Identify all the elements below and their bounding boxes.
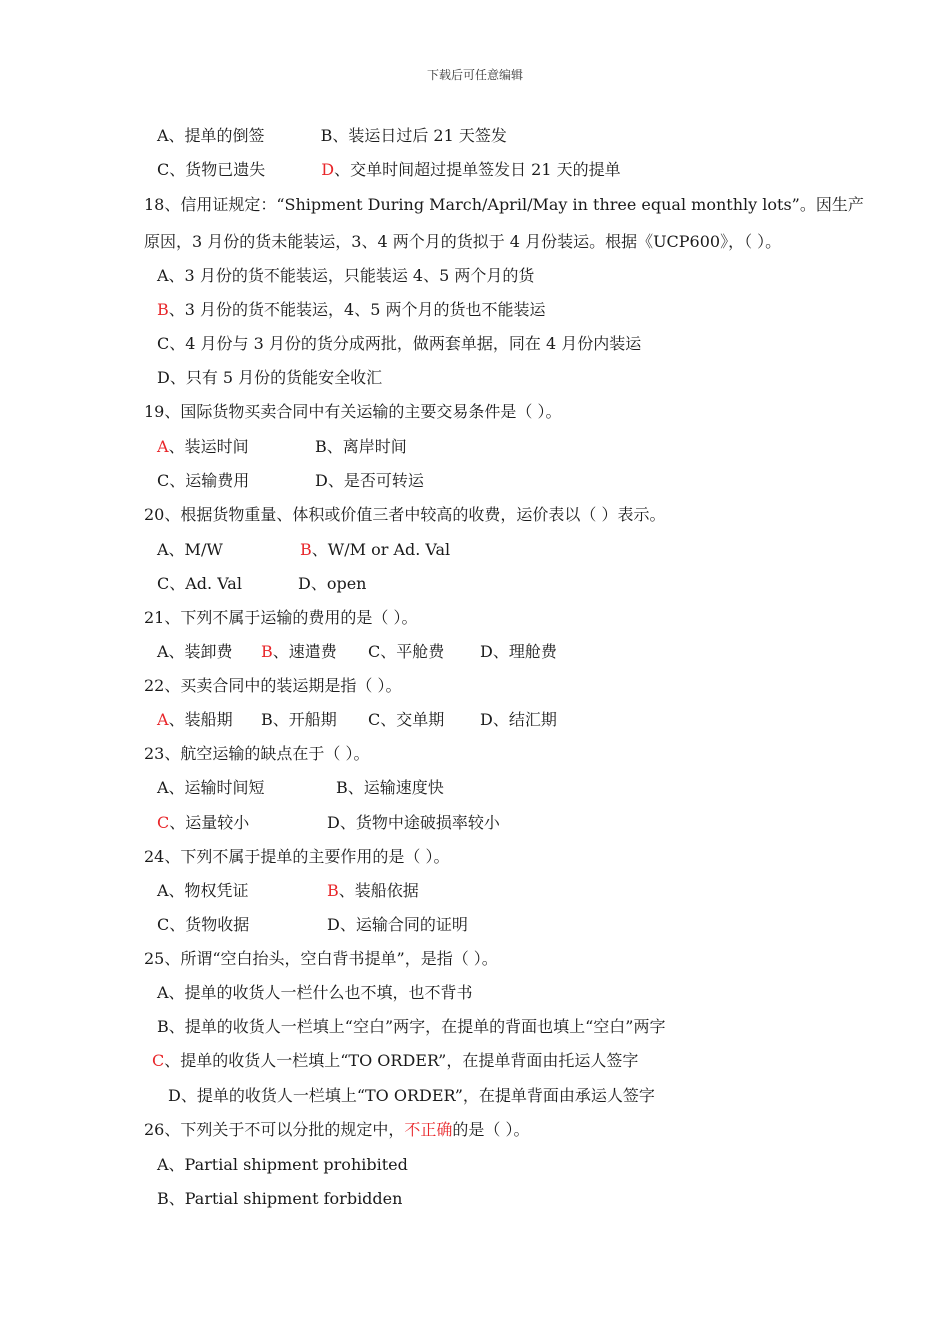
- q23-option-a: A、运输时间短: [157, 778, 265, 797]
- q21-option-b-letter: B: [261, 642, 273, 661]
- q22-option-c: C、交单期: [368, 710, 445, 729]
- q25-stem: 25、所谓“空白抬头，空白背书提单”，是指（ ）。: [144, 949, 498, 968]
- q25-row-c: [152, 1051, 638, 1071]
- q24-option-d: D、运输合同的证明: [327, 915, 468, 934]
- q17-row-cd: [157, 160, 621, 180]
- q18-option-a: A、3 月份的货不能装运，只能装运 4、5 两个月的货: [157, 266, 535, 285]
- q25-option-d: D、提单的收货人一栏填上“TO ORDER”，在提单背面由承运人签字: [168, 1086, 655, 1105]
- q18-stem-line2: 原因，3 月份的货未能装运，3、4 两个月的货拟于 4 月份装运。根据《UCP600》，（ ）。: [144, 232, 782, 251]
- q20-option-b-letter: B: [300, 540, 312, 559]
- q19-option-c: C、运输费用: [157, 471, 250, 490]
- q18-option-b-text: 、3 月份的货不能装运，4、5 两个月的货也不能装运: [168, 300, 546, 319]
- q19-row-ab: [157, 437, 407, 457]
- q17-option-b: B、装运日过后 21 天签发: [320, 126, 507, 145]
- q22-stem: 22、买卖合同中的装运期是指（ ）。: [144, 676, 402, 695]
- q26-stem: [144, 1120, 529, 1140]
- q21-option-c: C、平舱费: [368, 642, 445, 661]
- q22-option-b: B、开船期: [261, 710, 337, 729]
- q17-option-a: A、提单的倒签: [157, 126, 265, 145]
- q23-option-c-text: 、运量较小: [169, 813, 250, 832]
- q26-option-b: B、Partial shipment forbidden: [157, 1189, 403, 1208]
- q26-stem-pre: 26、下列关于不可以分批的规定中，: [144, 1120, 405, 1139]
- q20-row-cd: [157, 574, 367, 594]
- q24-row-cd: [157, 915, 468, 935]
- q21-row: [157, 642, 557, 662]
- q23-option-d: D、货物中途破损率较小: [327, 813, 500, 832]
- q19-option-d: D、是否可转运: [315, 471, 424, 490]
- q26-stem-post: 的是（ ）。: [452, 1120, 530, 1139]
- q23-option-c-letter: C: [157, 813, 170, 832]
- q18-option-d: D、只有 5 月份的货能安全收汇: [157, 368, 383, 387]
- q24-stem: 24、下列不属于提单的主要作用的是（ ）。: [144, 847, 450, 866]
- q22-row: [157, 710, 557, 730]
- q23-option-b: B、运输速度快: [336, 778, 444, 797]
- q18-option-b-letter: B: [157, 300, 169, 319]
- q19-option-a-letter: A: [157, 437, 169, 456]
- q17-option-d-text: 、交单时间超过提单签发日 21 天的提单: [334, 160, 621, 179]
- q21-stem: 21、下列不属于运输的费用的是（ ）。: [144, 608, 418, 627]
- q20-option-c: C、Ad. Val: [157, 574, 242, 593]
- q20-row-ab: [157, 540, 451, 560]
- q24-option-c: C、货物收据: [157, 915, 250, 934]
- q24-option-b-text: 、装船依据: [338, 881, 419, 900]
- q20-option-b-text: 、W/M or Ad. Val: [311, 540, 451, 559]
- q21-option-a: A、装卸费: [157, 642, 233, 661]
- q26-stem-highlight: 不正确: [404, 1120, 453, 1139]
- q22-option-a-letter: A: [157, 710, 169, 729]
- q24-option-a: A、物权凭证: [157, 881, 249, 900]
- q17-row-ab: [157, 126, 507, 146]
- q21-option-b-text: 、速遣费: [272, 642, 337, 661]
- q20-option-a: A、M/W: [157, 540, 223, 559]
- q19-row-cd: [157, 471, 424, 491]
- q22-option-d: D、结汇期: [480, 710, 557, 729]
- q21-option-d: D、理舱费: [480, 642, 557, 661]
- q24-option-b-letter: B: [327, 881, 339, 900]
- q22-option-a-text: 、装船期: [168, 710, 233, 729]
- q25-option-c-text: 、提单的收货人一栏填上“TO ORDER”，在提单背面由托运人签字: [164, 1051, 639, 1070]
- q18-option-c: C、4 月份与 3 月份的货分成两批，做两套单据，同在 4 月份内装运: [157, 334, 642, 353]
- q25-option-b: B、提单的收货人一栏填上“空白”两字，在提单的背面也填上“空白”两字: [157, 1017, 666, 1036]
- q23-row-ab: [157, 778, 444, 798]
- q19-option-a-text: 、装运时间: [168, 437, 249, 456]
- q20-option-d: D、open: [298, 574, 367, 593]
- q26-option-a: A、Partial shipment prohibited: [157, 1155, 408, 1174]
- q20-stem: 20、根据货物重量、体积或价值三者中较高的收费，运价表以（ ）表示。: [144, 505, 666, 524]
- q25-option-c-letter: C: [152, 1051, 165, 1070]
- q19-stem: 19、国际货物买卖合同中有关运输的主要交易条件是（ ）。: [144, 402, 562, 421]
- q17-option-c: C、货物已遗失: [157, 160, 266, 179]
- q23-stem: 23、航空运输的缺点在于（ ）。: [144, 744, 370, 763]
- q23-row-cd: [157, 813, 500, 833]
- q25-option-a: A、提单的收货人一栏什么也不填，也不背书: [157, 983, 473, 1002]
- q24-row-ab: [157, 881, 419, 901]
- q18-row-b: [157, 300, 545, 320]
- q17-option-d-letter: D: [321, 160, 335, 179]
- q18-stem-line1: 18、信用证规定：“Shipment During March/April/May in three equal monthly lots”。因生产: [144, 195, 864, 214]
- page-header: 下载后可任意编辑: [426, 68, 523, 82]
- q19-option-b: B、离岸时间: [315, 437, 407, 456]
